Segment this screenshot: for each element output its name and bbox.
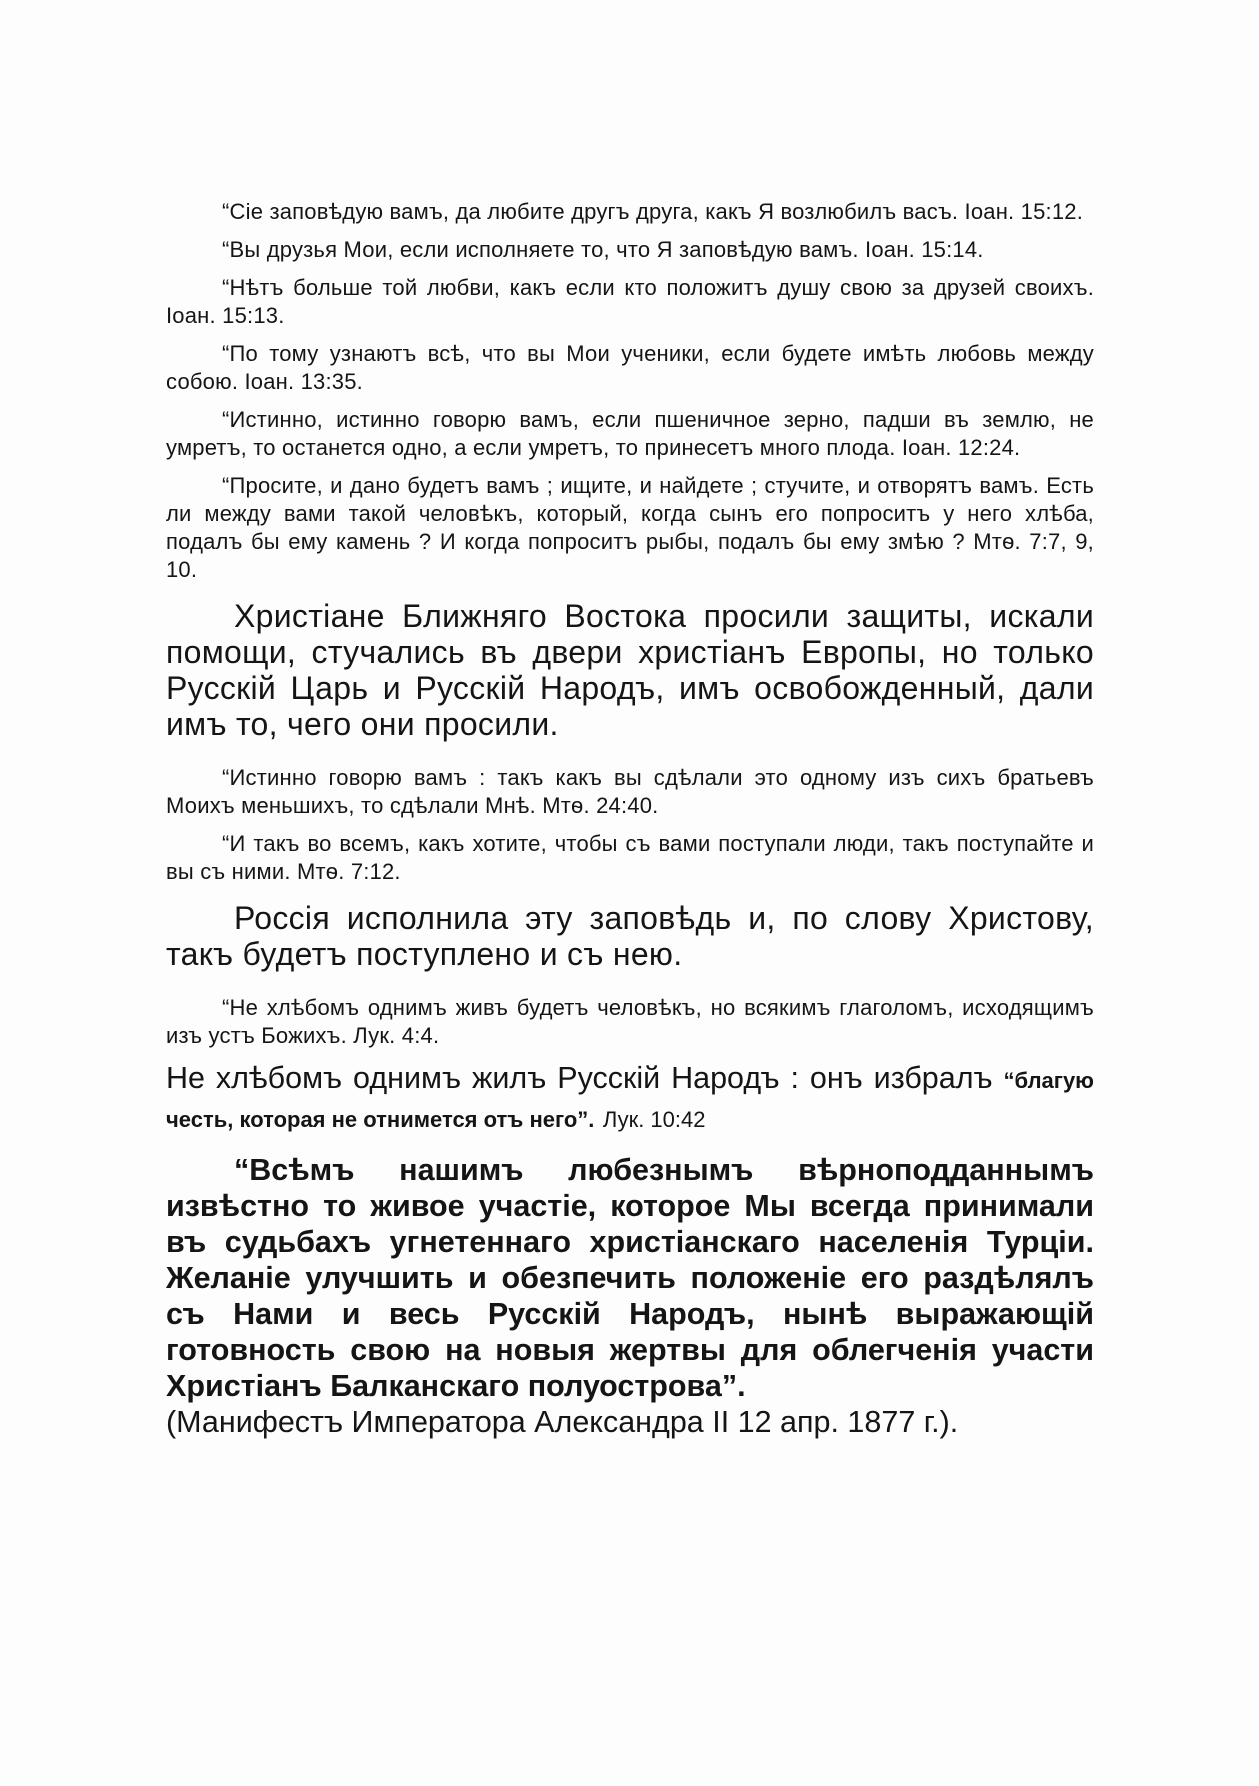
manifesto-source: (Манифестъ Императора Александра II 12 апр. 1877 г.). [166,1405,959,1439]
quote-john-15-13: “Нѣтъ больше той любви, какъ если кто положитъ душу свою за друзей своихъ. Іоан. 15:13. [166,275,1094,328]
quote-john-15-12: “Сіе заповѣдую вамъ, да любите другъ друга, какъ Я возлюбилъ васъ. Іоан. 15:12. [222,199,1084,224]
quote-john-13-35: “По тому узнаютъ всѣ, что вы Мои ученики, если будете имѣть любовь между собою. Іоан. 13:35. [166,341,1094,394]
quote-john-15-14: “Вы друзья Мои, если исполняете то, что Я заповѣдую вамъ. Іоан. 15:14. [222,237,984,262]
statement-not-by-bread-ref: Лук. 10:42 [602,1107,706,1132]
statement-not-by-bread [166,1060,1094,1138]
quote-john-12-24: “Истинно, истинно говорю вамъ, если пшеничное зерно, падши въ землю, не умретъ, то останется одно, а если умретъ, то принесетъ много плода. Іоан. 12:24. [166,407,1094,460]
statement-russia-commandment: Россія исполнила эту заповѣдь и, по слову Христову, такъ будетъ поступлено и съ нею. [166,900,1094,972]
spacer [166,972,1094,994]
quote-luke-4-4: “Не хлѣбомъ однимъ живъ будетъ человѣкъ, но всякимъ глаголомъ, исходящимъ изъ устъ Божихъ. Лук. 4:4. [166,995,1094,1048]
statement-not-by-bread-quote: “благую честь, которая не отнимется отъ него”. [166,1068,1094,1132]
statement-christians-east: Христіане Ближняго Востока просили защиты, искали помощи, стучались въ двери христіанъ Европы, но только Русскій Царь и Русскій Народъ, имъ освобожденный, дали имъ то, чего они просили. [166,598,1094,742]
quote-matthew-7-12: “И такъ во всемъ, какъ хотите, чтобы съ вами поступали люди, такъ поступайте и вы съ ними. Мтѳ. 7:12. [166,831,1094,884]
quote-matthew-7-7: “Просите, и дано будетъ вамъ ; ищите, и найдете ; стучите, и отворятъ вамъ. Есть ли между вами такой человѣкъ, который, когда сынъ его попроситъ у него хлѣба, подалъ бы ему камень ? И когда попроситъ рыбы, подалъ бы ему змѣю ? Мтѳ. 7:7, 9, 10. [166,473,1094,582]
text-column [166,198,1094,1440]
manifesto-text: “Всѣмъ нашимъ любезнымъ вѣрноподданнымъ извѣстно то живое участіе, которое Мы всегда принимали въ судьбахъ угнетеннаго христіанскаго населенія Турціи. Желаніе улучшить и обезпечить положеніе его раздѣлялъ съ Нами и весь Русскій Народъ, нынѣ выражающій готовность свою на новыя жертвы для облегченія участи Христіанъ Балканскаго полуострова”. [166,1153,1094,1403]
spacer [166,742,1094,764]
spacer [166,1138,1094,1152]
quote-matthew-25-40: “Истинно говорю вамъ : такъ какъ вы сдѣлали это одному изъ сихъ братьевъ Моихъ меньшихъ, то сдѣлали Мнѣ. Мтѳ. 24:40. [166,765,1094,818]
statement-not-by-bread-lead: Не хлѣбомъ однимъ жилъ Русскій Народъ : онъ избралъ [166,1061,993,1095]
